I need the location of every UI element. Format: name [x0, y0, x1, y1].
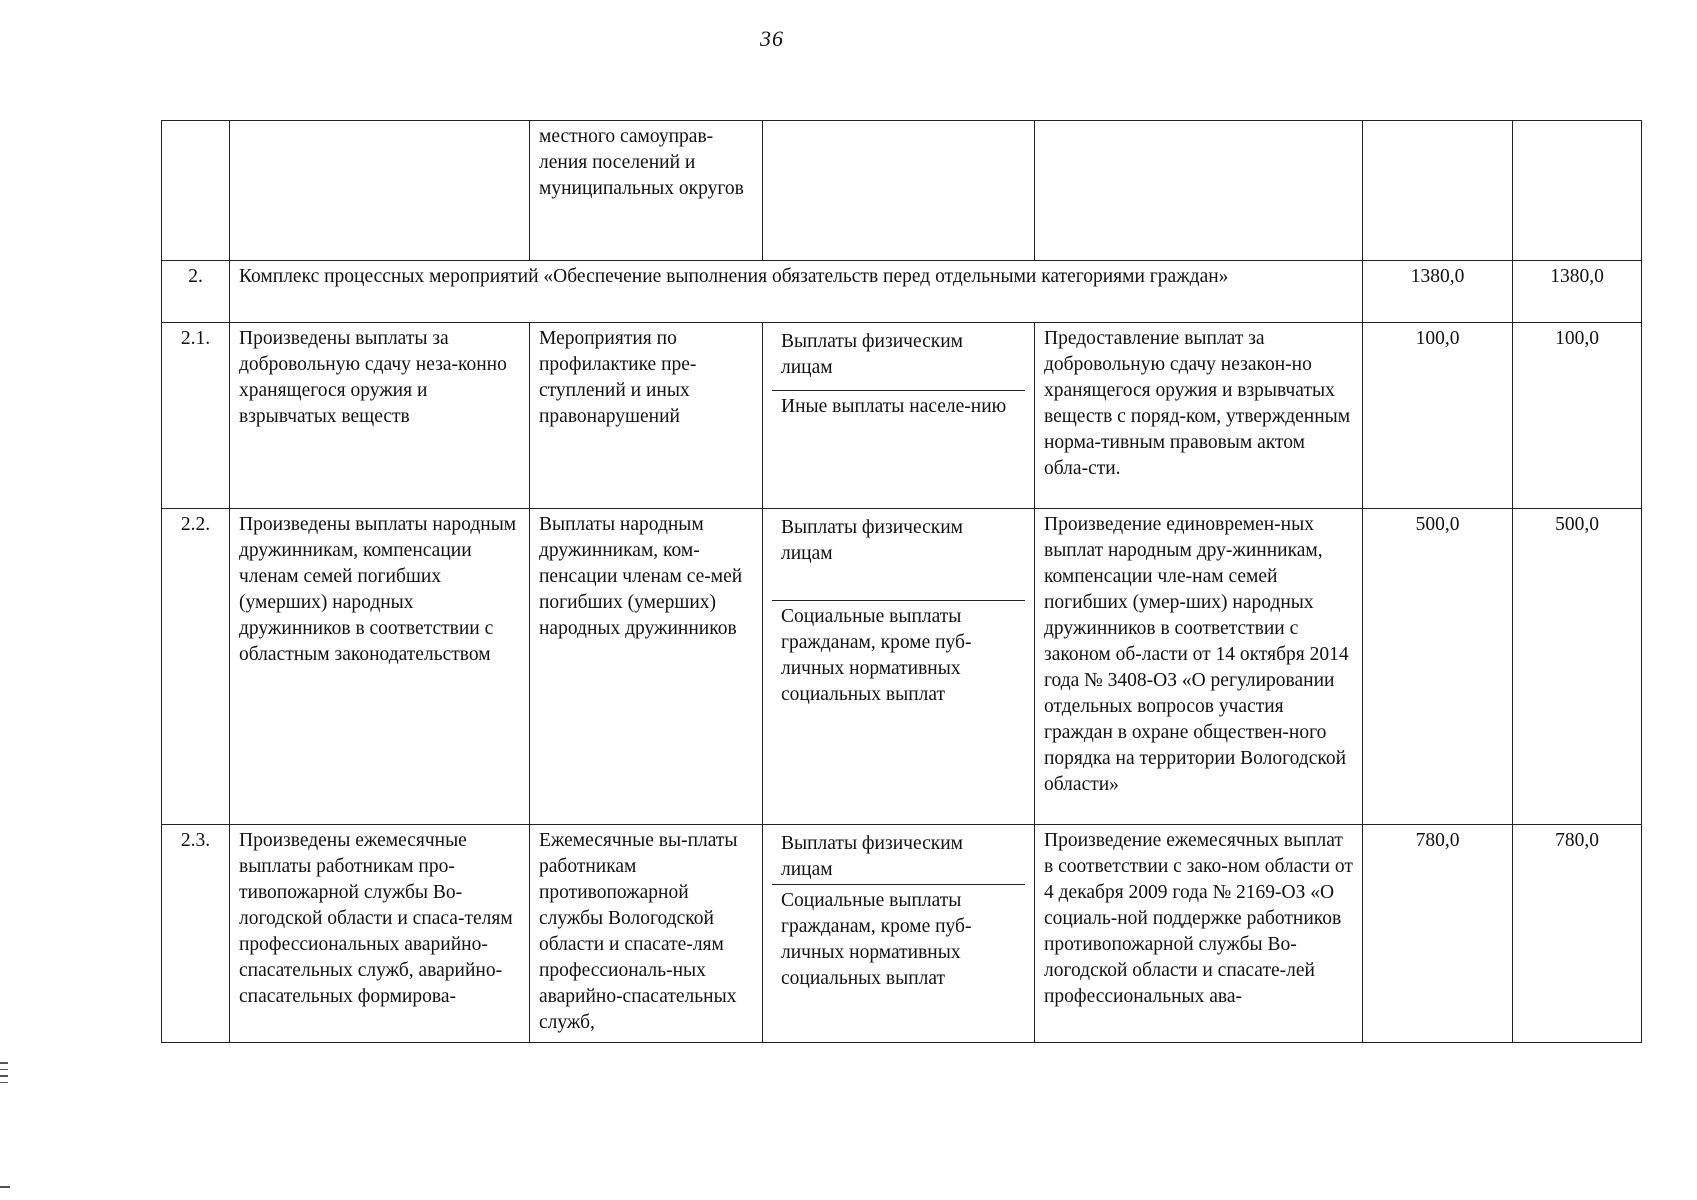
- row-number: 2.2.: [162, 509, 230, 825]
- scan-margin-mark: [0, 1186, 10, 1188]
- section-title: Комплекс процессных мероприятий «Обеспечение выполнения обязательств перед отдельными категориями граждан»: [230, 261, 1363, 323]
- result-cell: Произведены выплаты народным дружинникам, компенсации членам семей погибших (умерших) народных дружинников в соответствии с областным законодательством: [230, 509, 530, 825]
- row-number: 2.3.: [162, 825, 230, 1043]
- direction-cell: [763, 323, 1035, 509]
- program-table: [161, 120, 1642, 1043]
- direction-top: Выплаты физическим лицам: [772, 326, 1025, 391]
- value-cell-2: 500,0: [1513, 509, 1642, 825]
- table-row: [162, 323, 1642, 509]
- event-cell: местного самоуправ-ления поселений и муниципальных округов: [530, 121, 763, 261]
- value-cell-2: 780,0: [1513, 825, 1642, 1043]
- value-cell-1: 500,0: [1363, 509, 1513, 825]
- value-cell-2: 1380,0: [1513, 261, 1642, 323]
- direction-bottom: Социальные выплаты гражданам, кроме пуб-личных нормативных социальных выплат: [781, 890, 972, 989]
- event-cell: Выплаты народным дружинникам, ком-пенсации членам се-мей погибших (умерших) народных дружинников: [530, 509, 763, 825]
- value-cell-1: 780,0: [1363, 825, 1513, 1043]
- row-number: 2.: [162, 261, 230, 323]
- event-cell: Ежемесячные вы-платы работникам противопожарной службы Вологодской области и спасате-лям профессиональ-ных аварийно-спасательных служб,: [530, 825, 763, 1043]
- direction-cell: [763, 825, 1035, 1043]
- direction-bottom: Социальные выплаты гражданам, кроме пуб-личных нормативных социальных выплат: [781, 606, 972, 705]
- direction-cell: [763, 121, 1035, 261]
- row-number: 2.1.: [162, 323, 230, 509]
- table-row: [162, 121, 1642, 261]
- description-cell: Произведение единовремен-ных выплат народным дру-жинникам, компенсации чле-нам семей погибших (умер-ших) народных дружинников в соответствии с законом об-ласти от 14 октября 2014 года № 3408-ОЗ «О регулировании отдельных вопросов участия граждан в охране обществен-ного порядка на территории Вологодской области»: [1035, 509, 1363, 825]
- table-row: [162, 825, 1642, 1043]
- direction-cell: [763, 509, 1035, 825]
- direction-bottom: Иные выплаты населе-нию: [781, 396, 1007, 417]
- value-cell-1: [1363, 121, 1513, 261]
- description-cell: Предоставление выплат за добровольную сдачу незакон-но хранящегося оружия и взрывчатых веществ с поряд-ком, утвержденным норма-тивным правовым актом обла-сти.: [1035, 323, 1363, 509]
- description-cell: Произведение ежемесячных выплат в соответствии с зако-ном области от 4 декабря 2009 года № 2169-ОЗ «О социаль-ной поддержке работников противопожарной службы Во-логодской области и спасате-лей профессиональных ава-: [1035, 825, 1363, 1043]
- section-row: [162, 261, 1642, 323]
- result-cell: Произведены ежемесячные выплаты работникам про-тивопожарной службы Во-логодской области и спаса-телям профессиональных аварийно-спасательных служб, аварийно-спасательных формирова-: [230, 825, 530, 1043]
- value-cell-1: 100,0: [1363, 323, 1513, 509]
- result-cell: [230, 121, 530, 261]
- page-number: 36: [760, 26, 784, 51]
- event-cell: Мероприятия по профилактике пре-ступлений и иных правонарушений: [530, 323, 763, 509]
- value-cell-1: 1380,0: [1363, 261, 1513, 323]
- row-number: [162, 121, 230, 261]
- result-cell: Произведены выплаты за добровольную сдачу неза-конно хранящегося оружия и взрывчатых веществ: [230, 323, 530, 509]
- direction-top: Выплаты физическим лицам: [772, 828, 1025, 885]
- value-cell-2: [1513, 121, 1642, 261]
- description-cell: [1035, 121, 1363, 261]
- table-row: [162, 509, 1642, 825]
- direction-top: Выплаты физическим лицам: [772, 512, 1025, 601]
- value-cell-2: 100,0: [1513, 323, 1642, 509]
- scan-margin-marks: [0, 1062, 10, 1088]
